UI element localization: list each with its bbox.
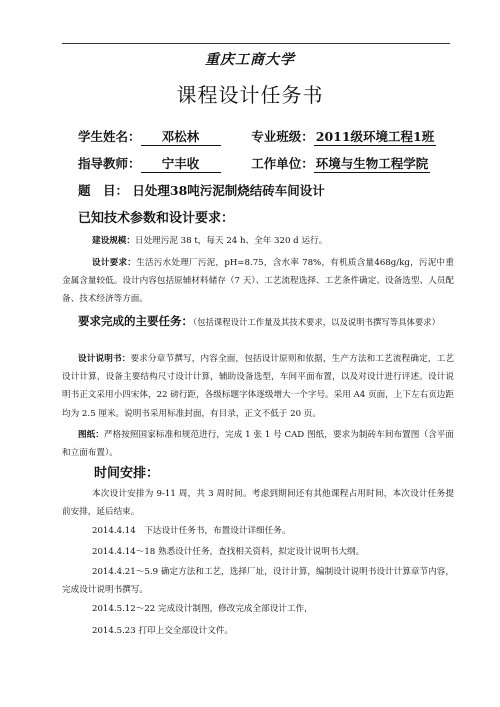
known-heading: 已知技术参数和设计要求： xyxy=(78,211,235,226)
topic-row xyxy=(78,181,325,199)
info-row-1 xyxy=(78,127,436,146)
manual-text: 要求分章节撰写，内容全面，包括设计原则和依据，生产方法和工艺流程确定，工艺设计计算，设备主要结构尺寸设计计算，辅助设备选型，车间平面布置，以及对设计进行评述。设计说明书正文采用小四宋体，22 磅行距，各级标题字体逐级增大一个字号。采用 A4 页面，上下左右页边距均为 2.5 厘米。说明书采用标准封面，有目录，正文不低于 20 页。 xyxy=(62,354,454,419)
schedule-intro: 本次设计安排为 9-11 周，共 3 周时间。考虑到期间还有其他课程占用时间，本次设计任务提前安排，延后结束。 xyxy=(62,489,454,518)
unit-value: 环境与生物工程学院 xyxy=(315,156,429,171)
major-label: 专业班级： xyxy=(251,129,314,144)
requirement-paragraph xyxy=(62,254,454,309)
tasks-heading-block xyxy=(62,312,454,331)
scale-paragraph xyxy=(62,232,454,250)
drawing-paragraph xyxy=(62,426,454,462)
schedule-item: 2014.5.23 打印上交全部设计文件。 xyxy=(92,626,234,636)
manual-paragraph xyxy=(62,350,454,423)
tasks-heading: 要求完成的主要任务： xyxy=(78,314,193,328)
header-rule xyxy=(62,43,450,44)
schedule-item: 2014.4.14～18 熟悉设计任务，查找相关资料，拟定设计说明书大纲。 xyxy=(92,547,365,557)
teacher-value: 宁丰收 xyxy=(141,154,221,173)
scale-label: 建设规模： xyxy=(92,236,135,246)
scale-text: 日处理污泥 38 t，每天 24 h、全年 320 d 运行。 xyxy=(134,236,328,246)
requirement-text: 生活污水处理厂污泥，pH=8.75，含水率 78%，有机质含量468g/kg，污泥中重金属含量较低。设计内容包括原辅材料储存（7 天）、工艺流程选择、工艺条件确定、设备选型、人员配备、技术经济等方面。 xyxy=(62,258,454,305)
university-logo-text: 重庆工商大学 xyxy=(205,52,295,68)
student-label: 学生姓名： xyxy=(78,129,141,144)
schedule-item: 2014.5.12～22 完成设计制图，修改完成全部设计工作， xyxy=(92,604,313,614)
student-value: 邓松林 xyxy=(141,127,221,146)
info-row-2 xyxy=(78,154,430,173)
requirement-label: 设计要求： xyxy=(92,258,137,268)
teacher-label: 指导教师： xyxy=(78,156,141,171)
tasks-note: （包括课程设计工作量及其技术要求，以及说明书撰写等具体要求） xyxy=(193,317,441,327)
drawing-text: 严格按照国家标准和规范进行，完成 1 张 1 号 CAD 图纸，要求为制砖车间布置图（含平面和立面布置）。 xyxy=(62,430,454,459)
schedule-heading: 时间安排： xyxy=(94,466,160,481)
schedule-item: 2014.4.21～5.9 确定方法和工艺，选择厂址，设计计算，编制设计说明书设计计算章节内容，完成设计说明书撰写。 xyxy=(62,567,454,596)
manual-label: 设计说明书： xyxy=(78,354,131,364)
document-title: 课程设计任务书 xyxy=(176,83,324,107)
drawing-label: 图纸： xyxy=(78,430,104,440)
unit-label: 工作单位： xyxy=(251,156,314,171)
topic-label: 题 目： xyxy=(78,183,129,198)
topic-value: 日处理38吨污泥制烧结砖车间设计 xyxy=(132,183,325,198)
schedule-item: 2014.4.14 下达设计任务书，布置设计详细任务。 xyxy=(92,526,291,536)
major-value: 2011级环境工程1班 xyxy=(315,129,435,144)
